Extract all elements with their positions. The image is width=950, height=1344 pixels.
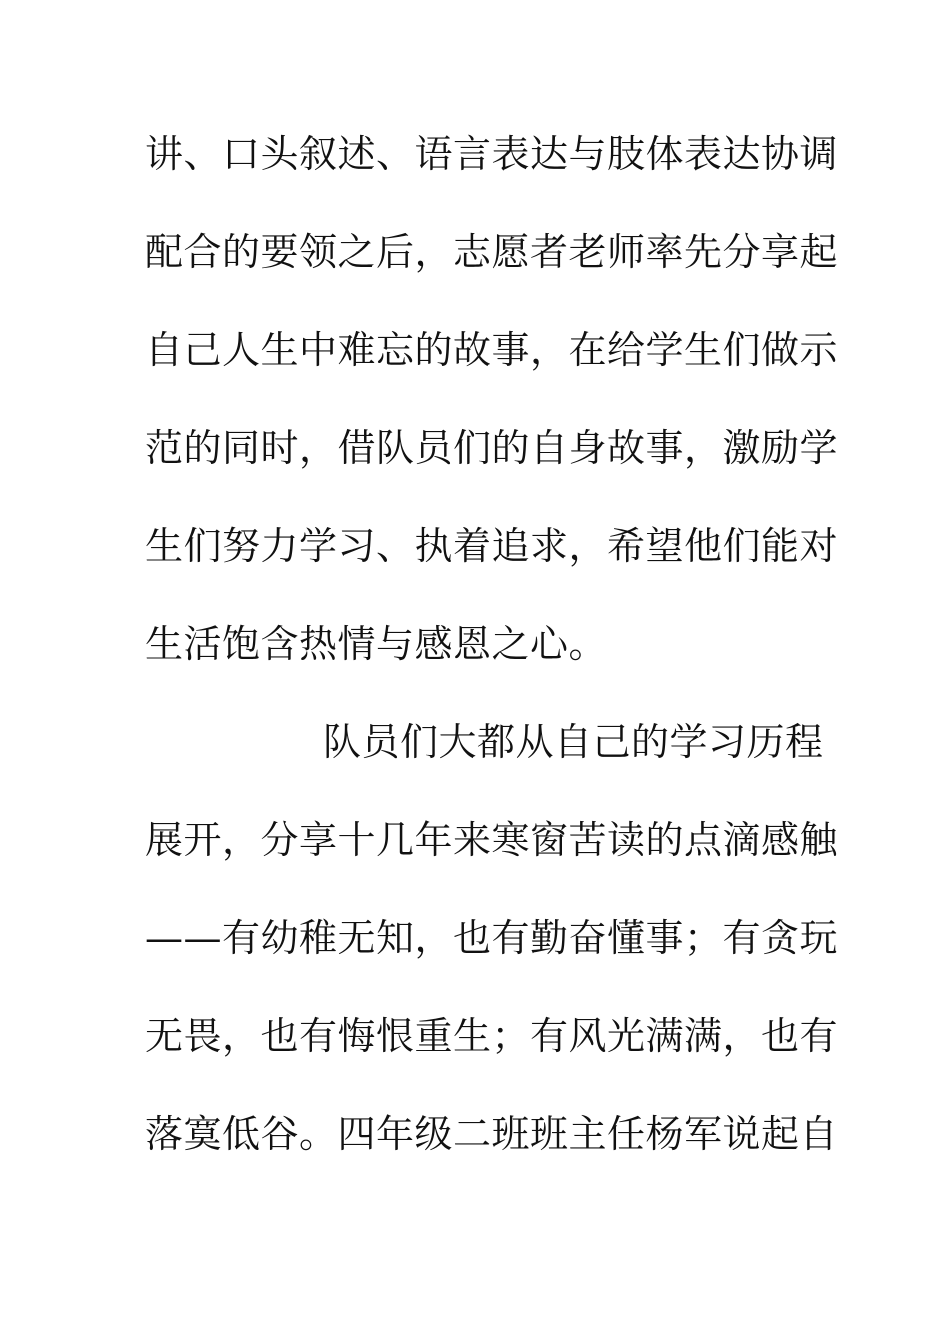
text-line: ——有幼稚无知，也有勤奋懂事；有贪玩 <box>145 916 839 960</box>
paragraph-start-line: 队员们大都从自己的学习历程 <box>323 720 824 764</box>
text-line: 自己人生中难忘的故事，在给学生们做示 <box>145 328 839 372</box>
text-line: 讲、口头叙述、语言表达与肢体表达协调 <box>145 132 839 176</box>
text-line: 生活饱含热情与感恩之心。 <box>145 622 608 666</box>
text-line: 生们努力学习、执着追求，希望他们能对 <box>145 524 839 568</box>
text-line: 无畏，也有悔恨重生；有风光满满，也有 <box>145 1014 839 1058</box>
text-line: 配合的要领之后，志愿者老师率先分享起 <box>145 230 839 274</box>
text-line: 展开，分享十几年来寒窗苦读的点滴感触 <box>145 818 839 862</box>
body-text <box>145 128 839 1206</box>
text-line: 落寞低谷。四年级二班班主任杨军说起自 <box>145 1112 839 1156</box>
text-line: 范的同时，借队员们的自身故事，激励学 <box>145 426 839 470</box>
